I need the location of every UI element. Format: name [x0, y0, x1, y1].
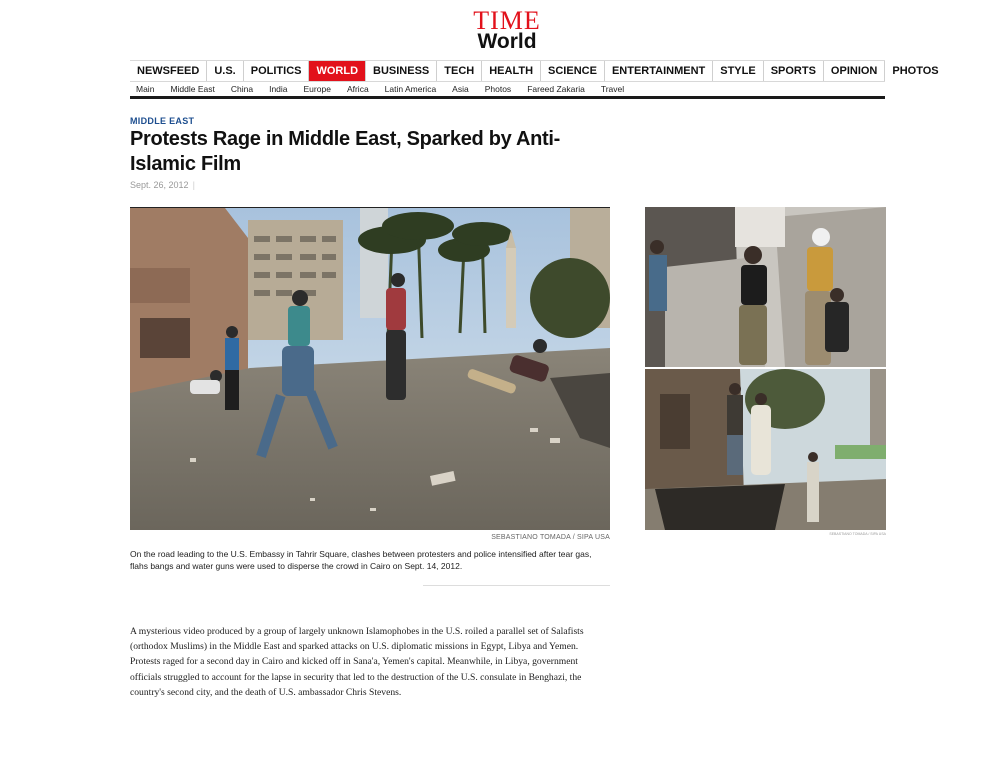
photo-caption: On the road leading to the U.S. Embassy in Tahrir Square, clashes between protesters and police intensified after tear gas, flahs bangs and water guns were used to disperse the crowd in Cairo on Sept. 14, 2012.	[130, 549, 592, 571]
date-separator: |	[192, 180, 195, 190]
photo-credit: SEBASTIANO TOMADA / SIPA USA	[491, 534, 610, 541]
nav-item-politics[interactable]: POLITICS	[244, 61, 310, 81]
subnav-travel[interactable]: Travel	[600, 83, 625, 94]
subnav-china[interactable]: China	[230, 83, 254, 94]
nav-item-opinion[interactable]: OPINION	[824, 61, 885, 81]
subnav-asia[interactable]: Asia	[452, 83, 469, 94]
nav-item-us[interactable]: U.S.	[207, 61, 243, 81]
article-body: A mysterious video produced by a group of largely unknown Islamophobes in the U.S. roiled a parallel set of Salafists (orthodox Muslims) in the Middle East and sparked attacks on U.S. diplomatic missions in Egypt, Libya and Yemen. Protests raged for a second day in Cairo and kicked off in Sana'a, Yemen's capital. Meanwhile, in Libya, government officials struggled to account for the lapse in security that led to the destruction of the U.S. consulate in Benghazi, the country's second city, and the death of U.S. ambassador Chris Stevens.	[130, 626, 584, 698]
side-photo-bottom-image	[645, 369, 886, 530]
subnav-africa[interactable]: Africa	[346, 83, 369, 94]
side-photo-credit: SEBASTIANO TOMADA / SIPA USA	[829, 532, 886, 536]
logo-world: World	[477, 30, 537, 53]
nav-divider	[130, 96, 885, 99]
side-photo-bottom[interactable]	[645, 369, 886, 530]
subnav-india[interactable]: India	[269, 83, 288, 94]
nav-item-science[interactable]: SCIENCE	[541, 61, 605, 81]
main-nav	[130, 60, 939, 82]
side-photo-top-image	[645, 207, 886, 367]
nav-item-newsfeed[interactable]: NEWSFEED	[130, 61, 207, 81]
sub-nav	[130, 81, 885, 96]
article-date	[130, 180, 195, 190]
nav-item-sports[interactable]: SPORTS	[764, 61, 824, 81]
main-photo-image	[130, 208, 610, 530]
nav-item-tech[interactable]: TECH	[437, 61, 482, 81]
subnav-latin-america[interactable]: Latin America	[384, 83, 437, 94]
section-kicker[interactable]: MIDDLE EAST	[130, 116, 195, 126]
subnav-main[interactable]: Main	[136, 83, 155, 94]
time-world-logo[interactable]	[472, 8, 542, 52]
nav-item-style[interactable]: STYLE	[713, 61, 763, 81]
side-photo-top[interactable]	[645, 207, 886, 367]
nav-item-entertainment[interactable]: ENTERTAINMENT	[605, 61, 713, 81]
logo-time: TIME	[473, 6, 541, 35]
caption-divider	[423, 585, 610, 586]
article-date-text: Sept. 26, 2012	[130, 180, 189, 190]
nav-item-health[interactable]: HEALTH	[482, 61, 541, 81]
subnav-photos[interactable]: Photos	[484, 83, 512, 94]
article-headline: Protests Rage in Middle East, Sparked by Anti-Islamic Film	[130, 128, 560, 175]
nav-item-world[interactable]: WORLD	[309, 61, 366, 81]
subnav-fareed-zakaria[interactable]: Fareed Zakaria	[527, 83, 585, 94]
subnav-europe[interactable]: Europe	[303, 83, 331, 94]
subnav-middle-east[interactable]: Middle East	[170, 83, 215, 94]
main-photo[interactable]	[130, 207, 610, 530]
nav-item-business[interactable]: BUSINESS	[366, 61, 437, 81]
nav-item-photos[interactable]: PHOTOS	[892, 65, 939, 77]
